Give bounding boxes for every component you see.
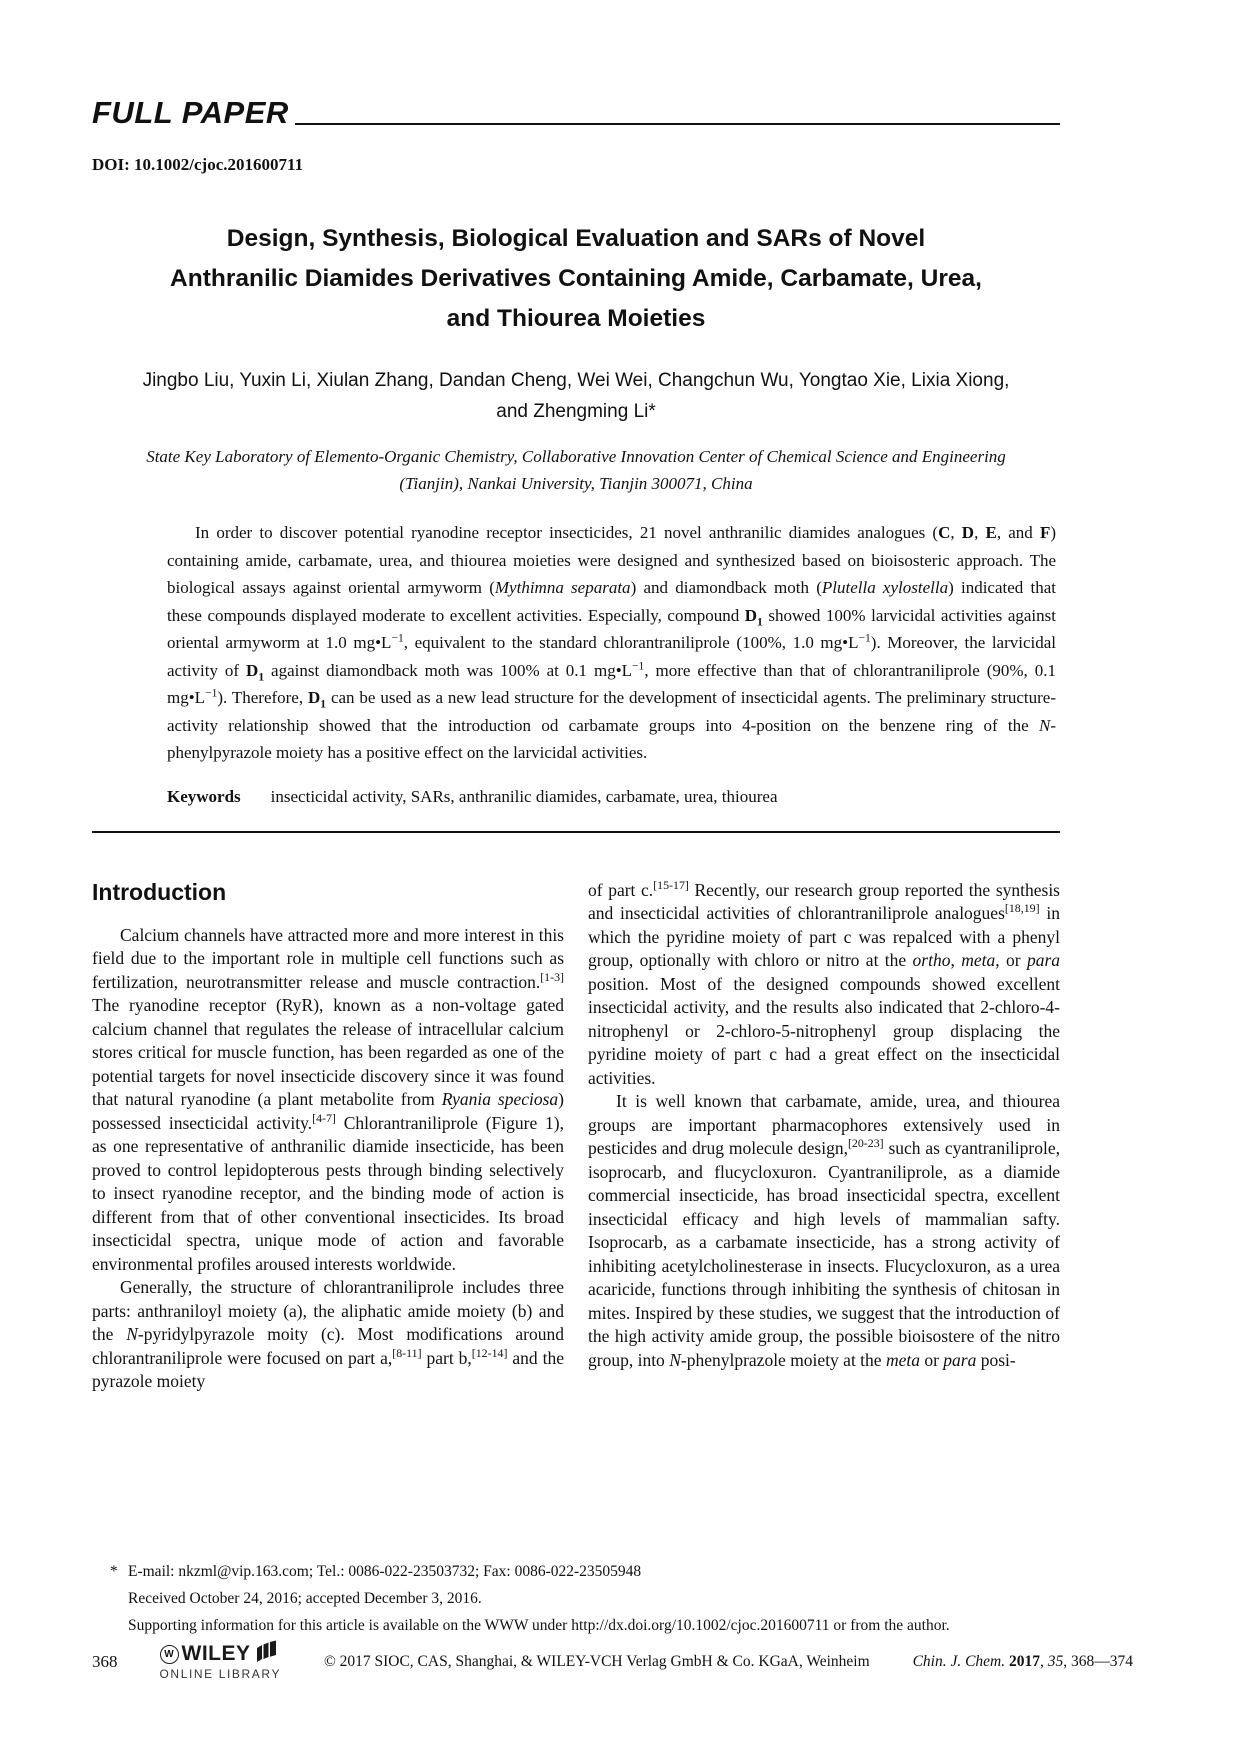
keywords-label: Keywords [167,786,241,806]
footnote-received-line: Received October 24, 2016; accepted December 3, 2016. [128,1590,482,1607]
introduction-heading: Introduction [92,878,227,905]
intro-paragraph-3: of part c.[15-17] Recently, our research group reported the synthesis and insecticidal activities of chlorantraniliprole analogues[18,19] in which the pyridine moiety of part c was repalced with a phenyl group, optionally with chloro or nitro at the ortho, meta, or para position. Most of the designed compounds showed excellent insecticidal activity, and the results also indicated that 2-chloro-4-nitrophenyl or 2-chloro-5-nitrophenyl group displacing the pyridine moiety of part c had a great effect on the insecticidal activities. [588,877,1061,1088]
footnote-asterisk: * [110,1563,118,1580]
footnote-supporting-line: Supporting information for this article is available on the WWW under http://dx.doi.org/10.1002/cjoc.201600711 or from the author. [128,1617,950,1634]
footnote-block [110,1558,1056,1639]
abstract-paragraph: In order to discover potential ryanodine receptor insecticides, 21 novel anthranilic diamides analogues (C, D, E, and F) containing amide, carbamate, urea, and thiourea moieties were designed and synthesized based on bioisosteric approach. The biological assays against oriental armyworm (Mythimna separata) and diamondback moth (Plutella xylostella) indicated that these compounds displayed moderate to excellent activities. Especially, compound $D_1$ showed 100% larvicidal activities against oriental armyworm at 1.0 $mg•L^{-1}$, equivalent to the standard chlorantraniliprole (100%, 1.0 $mg•L^{-1}$). Moreover, the larvicidal activity of $D_1$ against diamondback moth was 100% at 0.1 $mg•L^{-1}$, more effective than that of chlorantraniliprole (90%, 0.1 $mg•L^{-1}$). Therefore, $D_1$ can be used as a new lead structure for the development of insecticidal agents. The preliminary structure-activity relationship showed that the introduction od carbamate groups into 4-position on the benzene ring of the N-phenylpyrazole moiety has a positive effect on the larvicidal activities. [167,523,1057,762]
keywords-row [167,787,1056,807]
left-column [92,879,564,1394]
wiley-w-icon: W [160,1645,179,1664]
section-label: FULL PAPER [92,95,289,130]
right-column [588,879,1060,1394]
footnote-contact-text: E-mail: nkzml@vip.163.com; Tel.: 0086-022-23503732; Fax: 0086-022-23505948 [128,1563,642,1580]
page-number: 368 [92,1651,118,1671]
abstract-divider-rule [92,831,1060,833]
intro-paragraph-4: It is well known that carbamate, amide, urea, and thiourea groups are important pharmacophores extensively used in pesticides and drug molecule design,[20-23] such as cyantraniliprole, isoprocarb, and flucycloxuron. Cyantraniliprole, as a diamide commercial insecticide, has broad insecticidal spectra, excellent insecticidal efficacy and high levels of mammalian safty. Isoprocarb, as a carbamate insecticide, has a strong activity of inhibiting acetylcholinesterase in insects. Flucycloxuron, as a urea acaricide, functions through inhibiting the synthesis of chitosan in mites. Inspired by these studies, we suggest that the introduction of the high activity amide group, the possible bioisostere of the nitro group, into N-phenylprazole moiety at the meta or para posi- [588,1091,1060,1370]
journal-citation: Chin. J. Chem. 2017, 35, 368—374 [912,1652,1133,1670]
page-content [92,0,1060,1394]
copyright-text: © 2017 SIOC, CAS, Shanghai, & WILEY-VCH Verlag GmbH & Co. KGaA, Weinheim [323,1652,870,1670]
wiley-logo-row [160,1642,278,1666]
masthead [92,0,1060,128]
books-icon [254,1640,278,1662]
doi-text: DOI: 10.1002/cjoc.201600711 [92,155,304,174]
wiley-online-library-logo [160,1642,282,1681]
body-columns [92,879,1060,1394]
intro-paragraph-2: Generally, the structure of chlorantraniliprole includes three parts: anthraniloyl moiety (a), the aliphatic amide moiety (b) and the N-pyridylpyrazole moity (c). Most modifications around chlorantraniliprole were focused on part a,[8-11] part b,[12-14] and the pyrazole moiety [92,1277,564,1391]
affiliation: State Key Laboratory of Elemento-Organic Chemistry, Collaborative Innovation Center of Chemical Science and Engineering (Tianjin), Nankai University, Tianjin 300071, China [146,447,1006,493]
wiley-logo-text: WILEY [181,1642,251,1665]
wiley-logo-subtext: ONLINE LIBRARY [159,1667,282,1681]
footnote-contact-line [110,1558,1056,1585]
intro-paragraph-1: Calcium channels have attracted more and more interest in this field due to the important role in multiple cell functions such as fertilization, neurotransmitter release and muscle contraction.[1-3] The ryanodine receptor (RyR), known as a non-voltage gated calcium channel that regulates the release of intracellular calcium stores critical for muscle function, has been regarded as one of the potential targets for novel insecticide discovery since it was found that natural ryanodine (a plant metabolite from Ryania speciosa) possessed insecticidal activity.[4-7] Chlorantraniliprole (Figure 1), as one representative of anthranilic diamide insecticide, has been proved to control lepidopterous pests through binding selectively to insect ryanodine receptor, and the binding mode of action is different from that of other conventional insecticides. Its broad insecticidal spectra, unique mode of action and favorable environmental profiles aroused interests worldwide. [92,924,564,1274]
article-title: Design, Synthesis, Biological Evaluation and SARs of Novel Anthranilic Diamides Derivatives Containing Amide, Carbamate, Urea, and Thiourea Moieties [170,225,982,332]
keywords-text: insecticidal activity, SARs, anthranilic diamides, carbamate, urea, thiourea [270,786,778,806]
masthead-rule [295,123,1060,125]
page-footer [92,1642,1133,1681]
author-list: Jingbo Liu, Yuxin Li, Xiulan Zhang, Dandan Cheng, Wei Wei, Changchun Wu, Yongtao Xie, Lixia Xiong, and Zhengming Li* [142,370,1010,422]
